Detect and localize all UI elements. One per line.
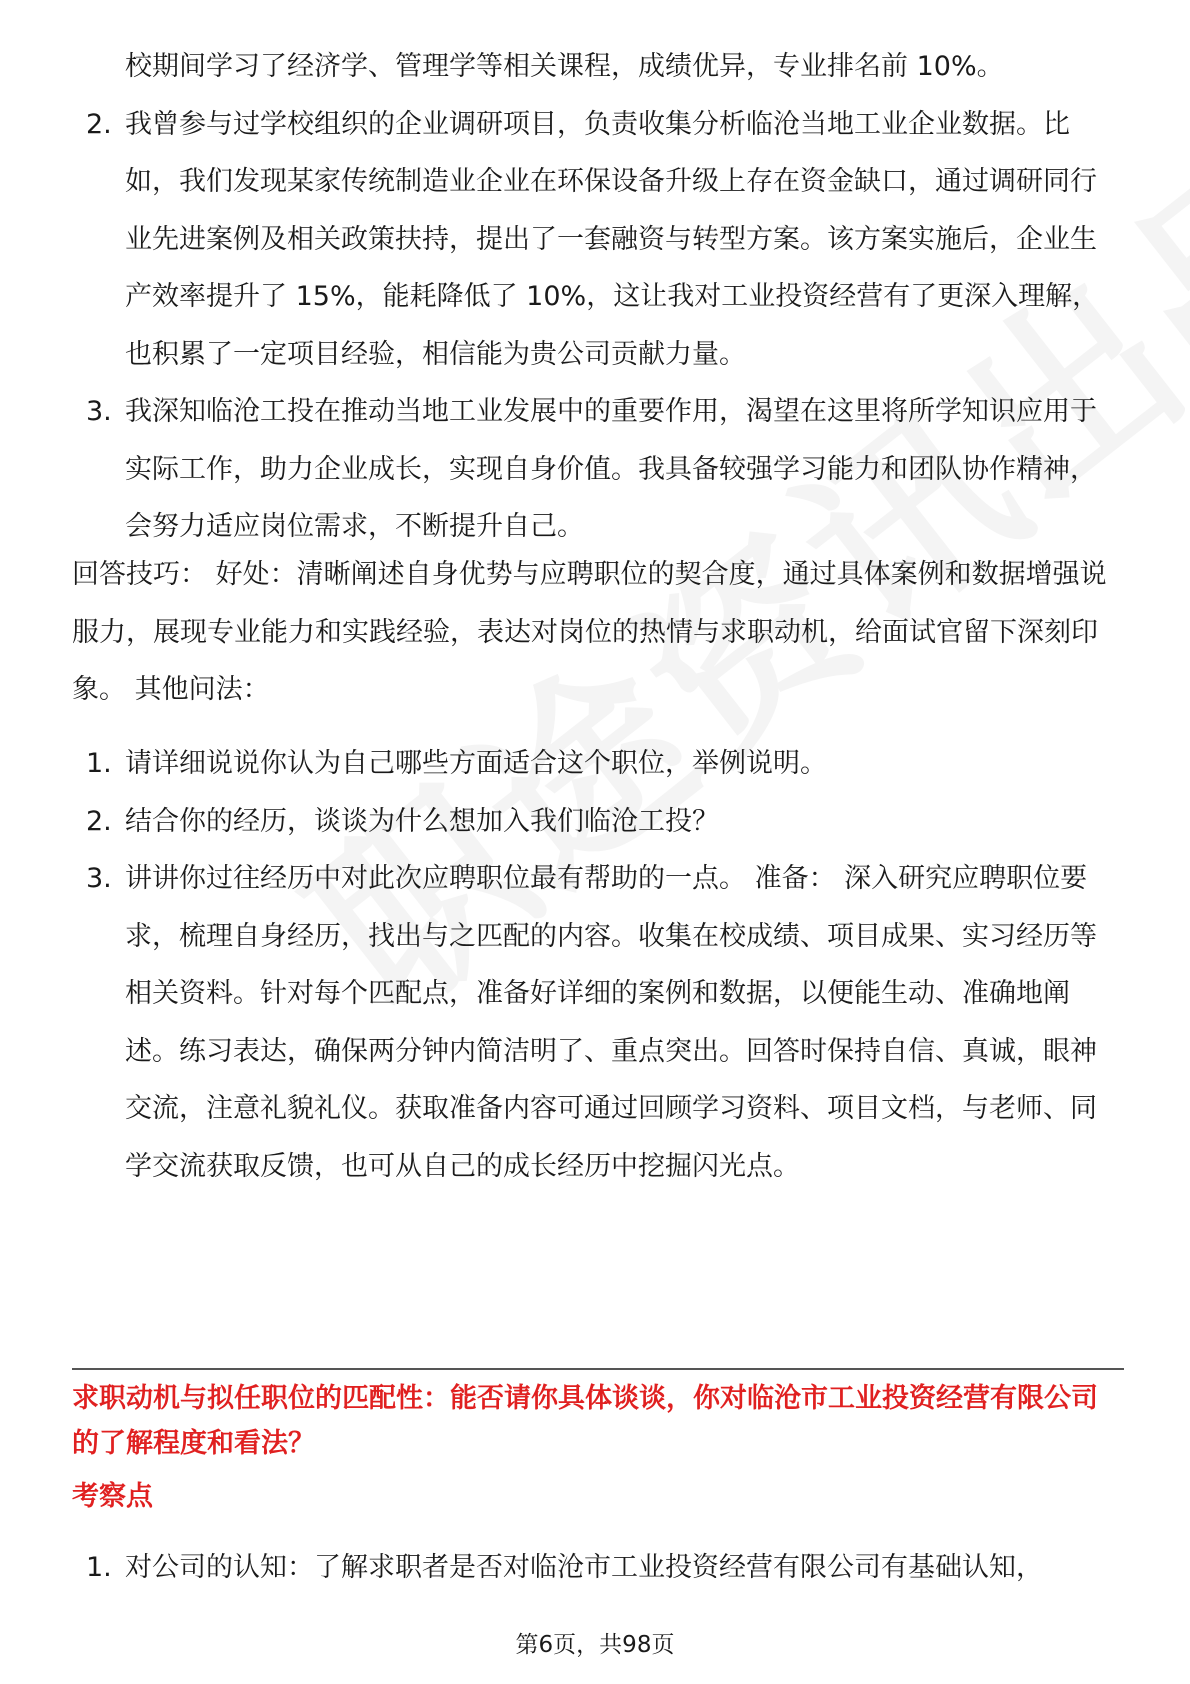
list-number: 2. bbox=[86, 108, 112, 140]
tips-paragraph: 回答技巧： 好处：清晰阐述自身优势与应聘职位的契合度，通过具体案例和数据增强说服力，展现专业能力和实践经验，表达对岗位的热情与求职动机，给面试官留下深刻印象。 其他问法： bbox=[72, 559, 1107, 705]
list-number: 3. bbox=[86, 863, 112, 894]
list-item bbox=[72, 38, 1122, 96]
other-questions-list bbox=[72, 735, 1122, 1195]
list-number: 1. bbox=[86, 1552, 112, 1583]
question-title: 求职动机与拟任职位的匹配性：能否请你具体谈谈，你对临沧市工业投资经营有限公司的了解程度和看法？ bbox=[72, 1383, 1098, 1459]
page-footer: 第6页，共98页 bbox=[515, 1632, 675, 1658]
list-text: 我曾参与过学校组织的企业调研项目，负责收集分析临沧当地工业企业数据。比如，我们发现某家传统制造业企业在环保设备升级上存在资金缺口，通过调研同行业先进案例及相关政策扶持，提出了一套融资与转型方案。该方案实施后，企业生产效率提升了 15%，能耗降低了 10%，这让我对工业投资经营有了更深入理解，也积累了一定项目经验，相信能为贵公司贡献力量。 bbox=[125, 108, 1100, 370]
list-text: 我深知临沧工投在推动当地工业发展中的重要作用，渴望在这里将所学知识应用于实际工作，助力企业成长，实现自身价值。我具备较强学习能力和团队协作精神，会努力适应岗位需求，不断提升自己。 bbox=[125, 396, 1097, 542]
list-item bbox=[72, 1539, 1122, 1597]
assessment-list bbox=[72, 1539, 1122, 1597]
list-item bbox=[72, 96, 1122, 384]
list-text: 请详细说说你认为自己哪些方面适合这个职位，举例说明。 bbox=[125, 748, 827, 779]
section-label: 考察点 bbox=[72, 1481, 153, 1512]
list-item bbox=[72, 793, 1122, 851]
list-number: 3. bbox=[86, 396, 112, 427]
list-text: 校期间学习了经济学、管理学等相关课程，成绩优异，专业排名前 10%。 bbox=[125, 51, 1004, 82]
list-number: 2. bbox=[86, 805, 112, 837]
answer-list bbox=[72, 38, 1122, 556]
section-divider bbox=[72, 1368, 1124, 1370]
list-text: 对公司的认知：了解求职者是否对临沧市工业投资经营有限公司有基础认知， bbox=[125, 1552, 1043, 1583]
tips-block bbox=[72, 546, 1122, 719]
list-item bbox=[72, 735, 1122, 793]
list-text: 结合你的经历，谈谈为什么想加入我们临沧工投？ bbox=[125, 805, 719, 837]
list-text: 讲讲你过往经历中对此次应聘职位最有帮助的一点。 准备： 深入研究应聘职位要求，梳理自身经历，找出与之匹配的内容。收集在校成绩、项目成果、实习经历等相关资料。针对每个匹配点，准备好详细的案例和数据，以便能生动、准确地阐述。练习表达，确保两分钟内简洁明了、重点突出。回答时保持自信、真诚，眼神交流，注意礼貌礼仪。获取准备内容可通过回顾学习资料、项目文档，与老师、同学交流获取反馈，也可从自己的成长经历中挖掘闪光点。 bbox=[125, 863, 1097, 1182]
list-number: 1. bbox=[86, 748, 112, 779]
list-item bbox=[72, 383, 1122, 556]
list-item bbox=[72, 850, 1122, 1195]
